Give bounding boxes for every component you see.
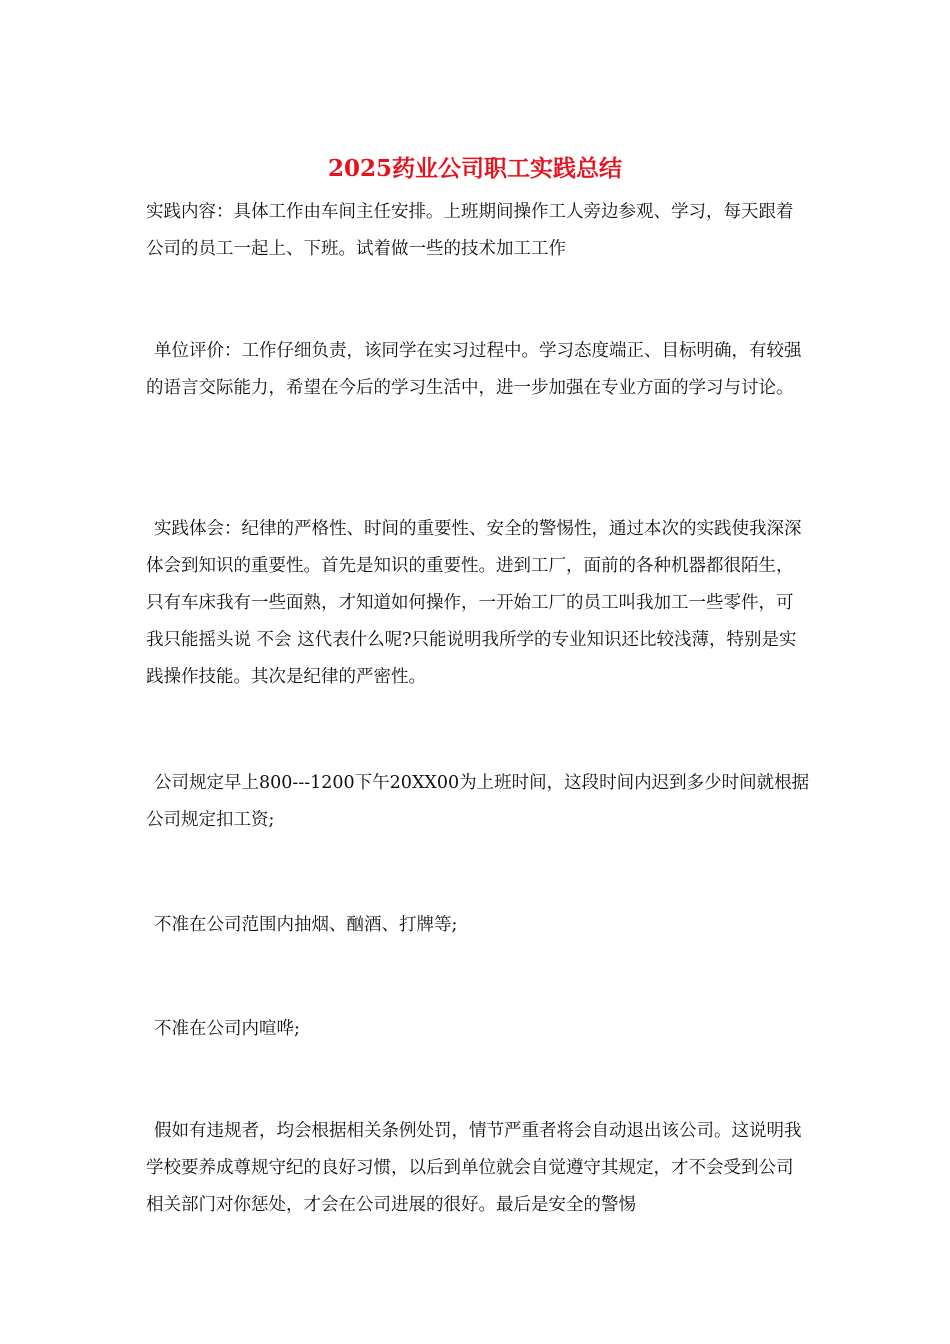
paragraph-no-smoking-rule: 不准在公司范围内抽烟、酗酒、打牌等; (154, 915, 458, 935)
paragraph-practice-experience: 实践体会：纪律的严格性、时间的重要性、安全的警惕性，通过本次的实践使我深深体会到知识的重要性。首先是知识的重要性。进到工厂，面前的各种机器都很陌生，只有车床我有一些面熟，才知道如何操作，一开始工厂的员工叫我加工一些零件，可我只能摇头说 不会 这代表什么呢?只能说明我所学的专业知识还比较浅薄，特别是实践操作技能。其次是纪律的严密性。 (146, 519, 802, 687)
paragraph-violation-consequences: 假如有违规者，均会根据相关条例处罚，情节严重者将会自动退出该公司。这说明我学校要养成尊规守纪的良好习惯，以后到单位就会自觉遵守其规定，才不会受到公司相关部门对你惩处，才会在公司进展的很好。最后是安全的警惕 (146, 1121, 802, 1215)
paragraph-practice-content: 实践内容：具体工作由车间主任安排。上班期间操作工人旁边参观、学习，每天跟着公司的员工一起上、下班。试着做一些的技术加工工作 (146, 202, 794, 259)
paragraph-unit-evaluation: 单位评价：工作仔细负责，该同学在实习过程中。学习态度端正、目标明确，有较强的语言交际能力，希望在今后的学习生活中，进一步加强在专业方面的学习与讨论。 (146, 341, 802, 398)
paragraph-no-noise-rule: 不准在公司内喧哗; (154, 1019, 300, 1039)
paragraph-work-hours-rule: 公司规定早上800---1200下午20XX00为上班时间，这段时间内迟到多少时间就根据公司规定扣工资; (146, 773, 810, 830)
document-title: 2025药业公司职工实践总结 (327, 155, 622, 182)
